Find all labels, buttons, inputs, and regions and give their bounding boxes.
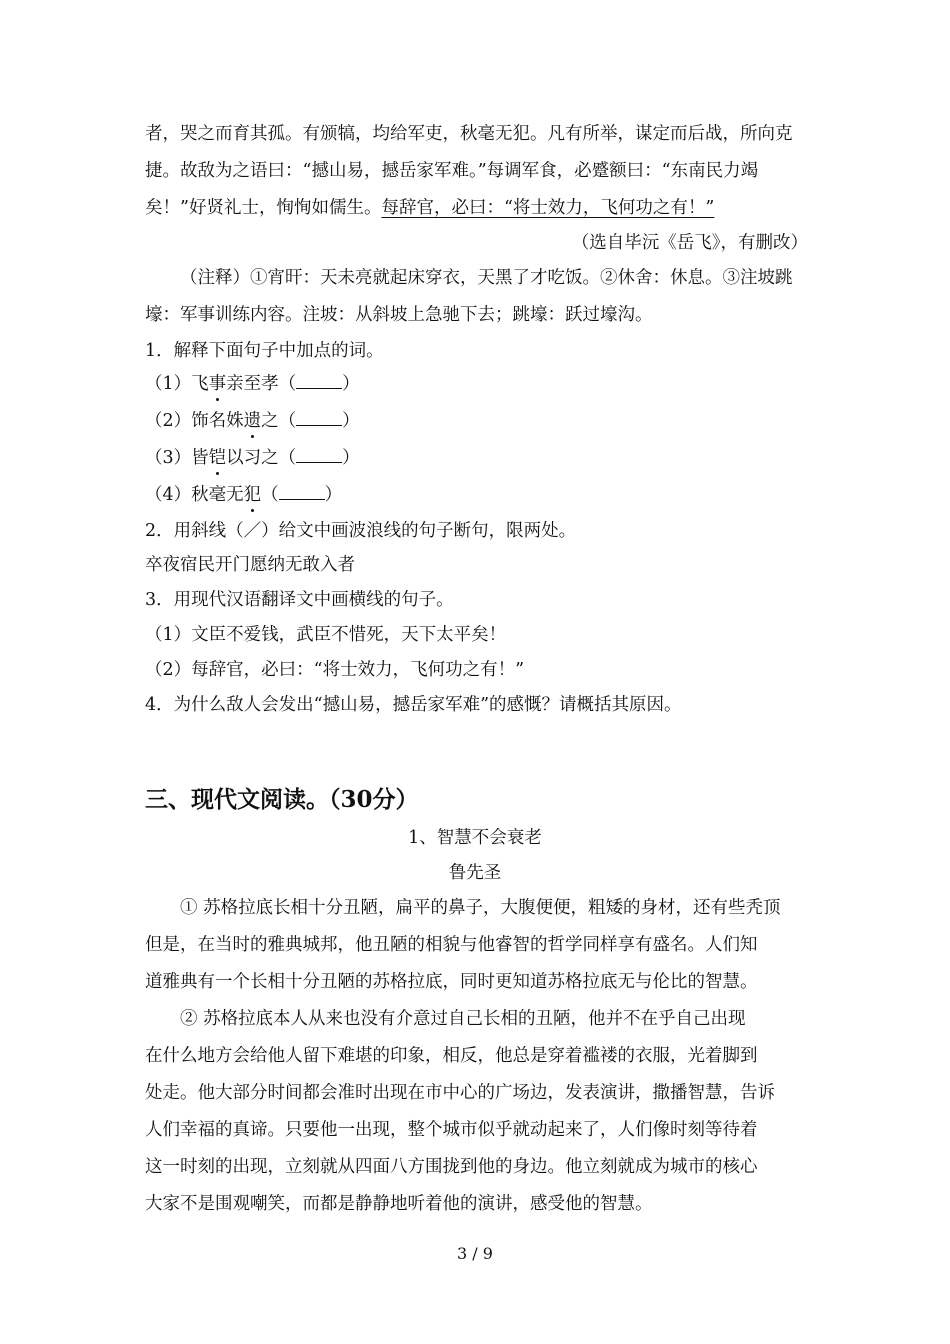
question-1-item xyxy=(145,446,810,470)
article-line: 但是，在当时的雅典城邦，他丑陋的相貌与他睿智的哲学同样享有盛名。人们知 xyxy=(145,935,758,955)
article-line: 大家不是围观嘲笑，而都是静静地听着他的演讲，感受他的智慧。 xyxy=(145,1194,653,1214)
item-text: （3）皆 xyxy=(145,448,209,468)
item-text: 之（ xyxy=(261,411,297,431)
answer-blank[interactable] xyxy=(279,485,325,500)
dotted-word: 铠 xyxy=(208,448,227,468)
dotted-word: 事 xyxy=(208,374,227,394)
article-line: ① 苏格拉底长相十分丑陋，扁平的鼻子，大腹便便，粗矮的身材，还有些秃顶 xyxy=(180,898,781,918)
item-text: ） xyxy=(342,374,360,394)
item-text: ） xyxy=(342,411,360,431)
question-3-stem: 3．用现代汉语翻译文中画横线的句子。 xyxy=(145,590,454,610)
item-text: （ xyxy=(261,485,279,505)
article-line: 这一时刻的出现，立刻就从四面八方围拢到他的身边。他立刻就成为城市的核心 xyxy=(145,1157,758,1177)
dotted-word: 遗 xyxy=(243,411,262,431)
section-heading: 三、现代文阅读。（30分） xyxy=(145,786,419,813)
underlined-sentence: 每辞官，必曰：“将士效力，飞何功之有！” xyxy=(381,198,715,218)
item-text: 以习之（ xyxy=(226,448,297,468)
item-text: （4）秋毫无 xyxy=(145,485,244,505)
item-text: ） xyxy=(342,448,360,468)
article-line: 人们幸福的真谛。只要他一出现，整个城市似乎就动起来了，人们像时刻等待着 xyxy=(145,1120,758,1140)
notes-line: （注释）①宵旰：天未亮就起床穿衣，天黑了才吃饭。②休舍：休息。③注坡跳 xyxy=(180,268,793,288)
passage-line: 者，哭之而育其孤。有颁犒，均给军吏，秋毫无犯。凡有所举，谋定而后战，所向克 xyxy=(145,124,793,144)
passage-line xyxy=(145,196,810,220)
article-line: ② 苏格拉底本人从来也没有介意过自己长相的丑陋，他并不在乎自己出现 xyxy=(180,1009,746,1029)
passage-text: 矣！”好贤礼士，恂恂如儒生。 xyxy=(145,198,382,218)
question-1-item xyxy=(145,483,810,507)
answer-blank[interactable] xyxy=(296,448,342,463)
article-author: 鲁先圣 xyxy=(448,863,502,883)
question-1-item xyxy=(145,409,810,433)
question-2-sentence: 卒夜宿民开门愿纳无敢入者 xyxy=(145,555,355,575)
item-text: （1）飞 xyxy=(145,374,209,394)
article-title: 1、智慧不会衰老 xyxy=(408,828,542,848)
question-3-item: （1）文臣不爱钱，武臣不惜死，天下太平矣！ xyxy=(145,625,507,645)
article-line: 处走。他大部分时间都会准时出现在市中心的广场边，发表演讲，撒播智慧，告诉 xyxy=(145,1083,775,1103)
question-4-stem: 4．为什么敌人会发出“撼山易，撼岳家军难”的感慨？请概括其原因。 xyxy=(145,695,682,715)
question-1-stem: 1．解释下面句子中加点的词。 xyxy=(145,341,384,361)
article-line: 道雅典有一个长相十分丑陋的苏格拉底，同时更知道苏格拉底无与伦比的智慧。 xyxy=(145,972,758,992)
passage-line: 捷。故敌为之语曰：“撼山易，撼岳家军难。”每调军食，必蹙额曰：“东南民力竭 xyxy=(145,161,759,181)
question-3-item: （2）每辞官，必曰：“将士效力，飞何功之有！” xyxy=(145,660,525,680)
item-text: 亲至孝（ xyxy=(226,374,297,394)
answer-blank[interactable] xyxy=(296,411,342,426)
notes-line: 壕：军事训练内容。注坡：从斜坡上急驰下去；跳壕：跃过壕沟。 xyxy=(145,305,653,325)
item-text: ） xyxy=(324,485,343,505)
dotted-word: 犯 xyxy=(243,485,262,505)
page-number: 3 / 9 xyxy=(457,1244,493,1263)
question-1-item xyxy=(145,372,810,396)
question-2-stem: 2．用斜线（／）给文中画波浪线的句子断句，限两处。 xyxy=(145,521,577,541)
item-text: （2）饰名姝 xyxy=(145,411,244,431)
source-citation: （选自毕沅《岳飞》，有删改） xyxy=(571,233,808,253)
answer-blank[interactable] xyxy=(296,374,342,389)
article-line: 在什么地方会给他人留下难堪的印象，相反，他总是穿着褴褛的衣服，光着脚到 xyxy=(145,1046,758,1066)
